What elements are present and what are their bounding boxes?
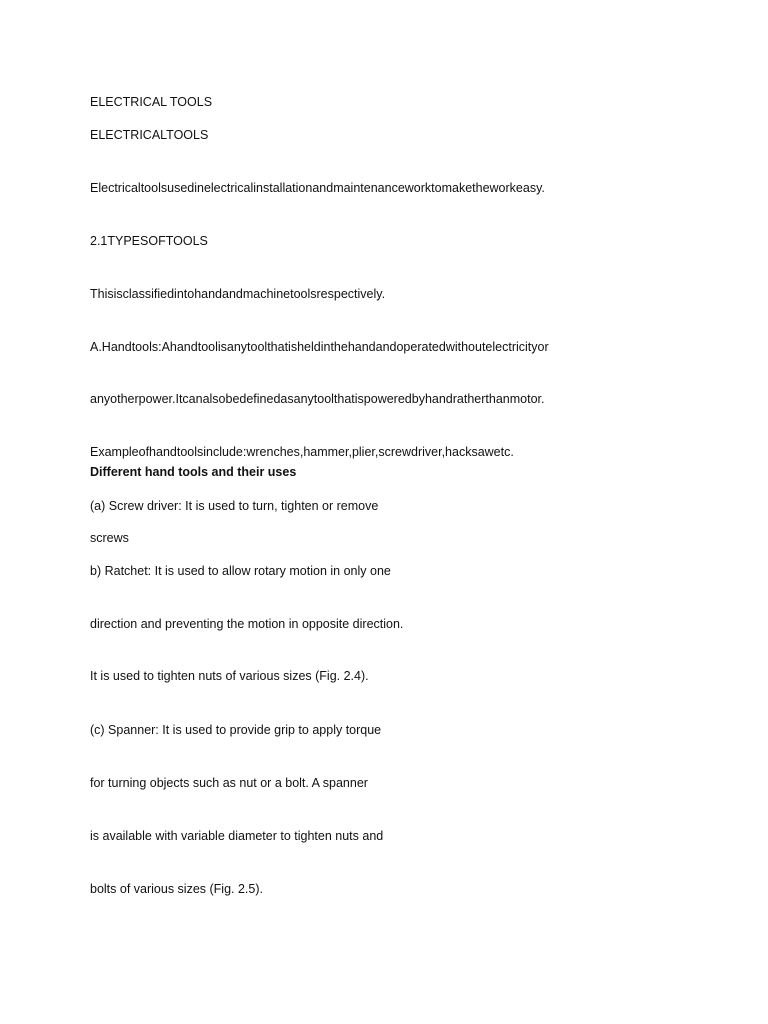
spanner-line-1: (c) Spanner: It is used to provide grip to apply torque (90, 723, 382, 737)
doc-heading: ELECTRICALTOOLS (90, 128, 209, 142)
screw-driver-line-2: screws (90, 531, 129, 545)
ratchet-line-3: It is used to tighten nuts of various sizes (Fig. 2.4). (90, 669, 369, 683)
hand-tools-examples: Exampleofhandtoolsinclude:wrenches,hammer,plier,screwdriver,hacksawetc. (90, 445, 514, 459)
classification-paragraph: Thisisclassifiedintohandandmachinetoolsrespectively. (90, 287, 386, 301)
hand-tools-definition-line-1: A.Handtools:Ahandtoolisanytoolthatisheldinthehandandoperatedwithoutelectricityor (90, 340, 549, 354)
spanner-line-2: for turning objects such as nut or a bolt. A spanner (90, 776, 368, 790)
spanner-line-4: bolts of various sizes (Fig. 2.5). (90, 882, 263, 896)
ratchet-line-1: b) Ratchet: It is used to allow rotary motion in only one (90, 564, 391, 578)
screw-driver-line-1: (a) Screw driver: It is used to turn, tighten or remove (90, 499, 379, 513)
hand-tools-definition-line-2: anyotherpower.Itcanalsobedefinedasanytoolthatispoweredbyhandratherthanmotor. (90, 392, 545, 406)
intro-paragraph: Electricaltoolsusedinelectricalinstallationandmaintenanceworktomaketheworkeasy. (90, 181, 545, 195)
doc-title: ELECTRICAL TOOLS (90, 95, 213, 109)
ratchet-line-2: direction and preventing the motion in opposite direction. (90, 617, 404, 631)
section-heading-types-of-tools: 2.1TYPESOFTOOLS (90, 234, 208, 248)
hand-tools-uses-heading: Different hand tools and their uses (90, 465, 297, 479)
spanner-line-3: is available with variable diameter to tighten nuts and (90, 829, 384, 843)
